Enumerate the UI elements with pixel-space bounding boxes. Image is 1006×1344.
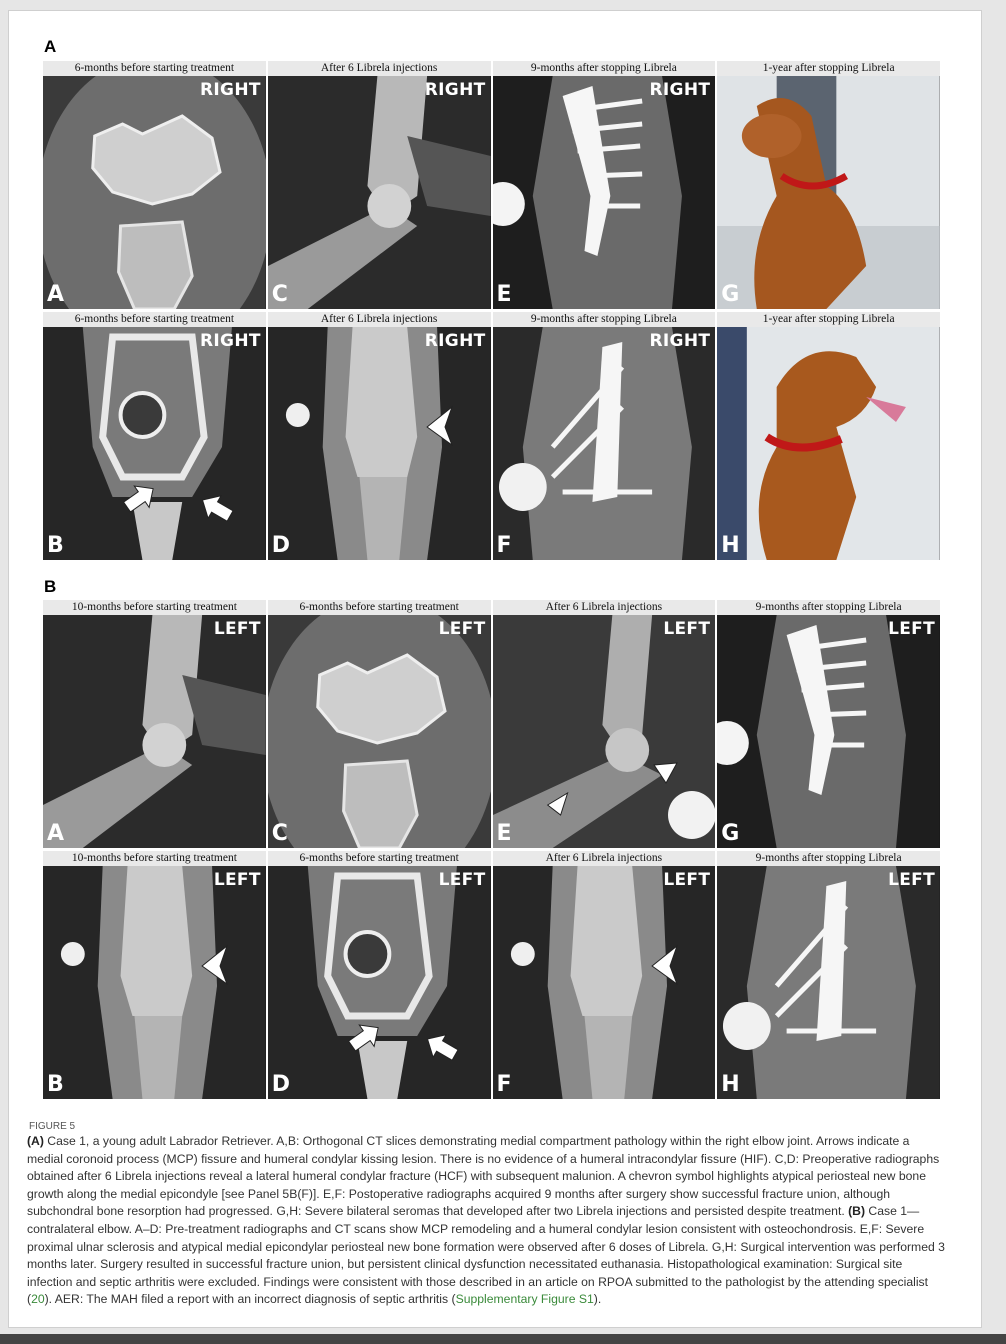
figure-panel [268, 851, 491, 1099]
caption-text-a: Case 1, a young adult Labrador Retriever. A,B: Orthogonal CT slices demonstrating medial compartment pathology within the right elbow joint. Arrows indicate a medial coronoid process (MCP) fissure and humeral condylar kissing lesion. There is no evidence of a humeral intracondylar fissure (HIF). C,D: Preoperative radiographs obtained after 6 Librela injections reveal a lateral humeral condylar fracture (HCF) with subsequent malunion. A chevron symbol highlights atypical periosteal new bone growth along the medial epicondyle [see Panel 5B(F)]. E,F: Postoperative radiographs acquired 9 months after surgery show successful fracture union, although subchondral bone resorption had progressed. G,H: Severe bilateral seromas that developed after two Librela injections and persisted despite treatment. [27, 1134, 940, 1219]
panel-caption: 9-months after stopping Librela [493, 312, 716, 327]
bottom-toolbar [0, 1334, 1006, 1344]
panel-corner-letter: B [47, 533, 64, 558]
panel-caption: 9-months after stopping Librela [493, 61, 716, 76]
side-label: RIGHT [424, 80, 486, 100]
panel-corner-letter: A [47, 282, 65, 307]
side-label: RIGHT [200, 331, 261, 351]
medical-image [717, 615, 940, 848]
figure-panel [717, 851, 940, 1099]
figure-panel [493, 600, 716, 848]
panel-corner-letter: B [47, 1072, 64, 1097]
medical-image [717, 327, 940, 560]
panel-corner-letter: D [271, 1072, 291, 1097]
panel-caption: 9-months after stopping Librela [717, 600, 940, 615]
panel-caption: After 6 Librela injections [493, 600, 716, 615]
figure-panel [268, 61, 491, 309]
panel-caption: After 6 Librela injections [493, 851, 716, 866]
panel-corner-letter: G [721, 821, 740, 846]
side-label: LEFT [888, 870, 935, 890]
figure-panel [43, 851, 266, 1099]
side-label: LEFT [438, 870, 486, 890]
panel-b-letter: B [44, 577, 57, 596]
panel-corner-letter: E [496, 821, 512, 846]
medical-image [493, 76, 716, 309]
panel-a-letter: A [44, 37, 57, 56]
reference-link[interactable]: 20 [31, 1292, 45, 1307]
panel-caption: 1-year after stopping Librela [717, 312, 940, 327]
figure-panel [43, 600, 266, 848]
medical-image [268, 866, 491, 1099]
panel-caption: 10-months before starting treatment [43, 851, 266, 866]
medical-image [268, 327, 491, 560]
medical-image [268, 615, 491, 848]
figure-panel [43, 312, 266, 560]
panel-corner-letter: H [721, 533, 740, 558]
panel-corner-letter: A [47, 821, 65, 846]
medical-image [43, 615, 266, 848]
medical-image [43, 866, 266, 1099]
panel-corner-letter: D [271, 533, 291, 558]
figure-caption [27, 1133, 947, 1309]
panel-b-grid [43, 600, 940, 1099]
panel-caption: After 6 Librela injections [268, 312, 491, 327]
panel-caption: 9-months after stopping Librela [717, 851, 940, 866]
caption-text-b: Case 1—contralateral elbow. A–D: Pre-treatment radiographs and CT scans show MCP remodeling and a humeral condylar lesion consistent with osteochondrosis. E,F: Severe proximal ulnar sclerosis and atypical medial epicondylar periosteal new bone formation were observed after 6 doses of Librela. G,H: Surgical intervention was performed 3 months later. Surgery resulted in successful fracture union, but persistent clinical dysfunction necessitated euthanasia. Histopathological examination: Surgical site infection and septic arthritis were excluded. Findings were consistent with those described in an article on RPOA submitted to the pathologist by the attending specialist ( [27, 1204, 945, 1307]
medical-image [717, 866, 940, 1099]
figure-label: FIGURE 5 [29, 1121, 76, 1132]
figure-panel [493, 851, 716, 1099]
figure-panel [268, 312, 491, 560]
panel-caption: 6-months before starting treatment [268, 851, 491, 866]
panel-caption: 10-months before starting treatment [43, 600, 266, 615]
side-label: RIGHT [649, 331, 711, 351]
panel-caption: 6-months before starting treatment [43, 312, 266, 327]
caption-text-b2: ). AER: The MAH filed a report with an incorrect diagnosis of septic arthritis ( [44, 1292, 456, 1307]
caption-end: ). [593, 1292, 602, 1307]
medical-image [43, 76, 266, 309]
figure-panel [43, 61, 266, 309]
panel-a-grid [43, 61, 940, 560]
side-label: LEFT [213, 870, 261, 890]
side-label: LEFT [213, 619, 261, 639]
panel-corner-letter: C [271, 821, 288, 846]
panel-corner-letter: E [496, 282, 512, 307]
figure-panel [493, 312, 716, 560]
side-label: LEFT [663, 870, 711, 890]
panel-corner-letter: C [271, 282, 288, 307]
side-label: RIGHT [649, 80, 711, 100]
side-label: LEFT [663, 619, 711, 639]
side-label: LEFT [438, 619, 486, 639]
figure-panel [717, 312, 940, 560]
side-label: LEFT [888, 619, 935, 639]
side-label: RIGHT [200, 80, 261, 100]
side-label: RIGHT [424, 331, 486, 351]
panel-caption: 1-year after stopping Librela [717, 61, 940, 76]
panel-corner-letter: G [721, 282, 740, 307]
medical-image [493, 615, 716, 848]
figure-panel [717, 61, 940, 309]
medical-image [43, 327, 266, 560]
supplementary-figure-link[interactable]: Supplementary Figure S1 [455, 1292, 594, 1307]
panel-corner-letter: F [496, 1072, 512, 1097]
medical-image [493, 866, 716, 1099]
panel-caption: After 6 Librela injections [268, 61, 491, 76]
panel-corner-letter: F [496, 533, 512, 558]
caption-tag-a: (A) [27, 1134, 44, 1148]
figure-panel [268, 600, 491, 848]
medical-image [493, 327, 716, 560]
figure-panel [717, 600, 940, 848]
caption-tag-b: (B) [848, 1204, 866, 1219]
medical-image [717, 76, 940, 309]
figure-panel [493, 61, 716, 309]
panel-caption: 6-months before starting treatment [43, 61, 266, 76]
panel-caption: 6-months before starting treatment [268, 600, 491, 615]
panel-corner-letter: H [721, 1072, 740, 1097]
article-page [8, 10, 982, 1328]
medical-image [268, 76, 491, 309]
